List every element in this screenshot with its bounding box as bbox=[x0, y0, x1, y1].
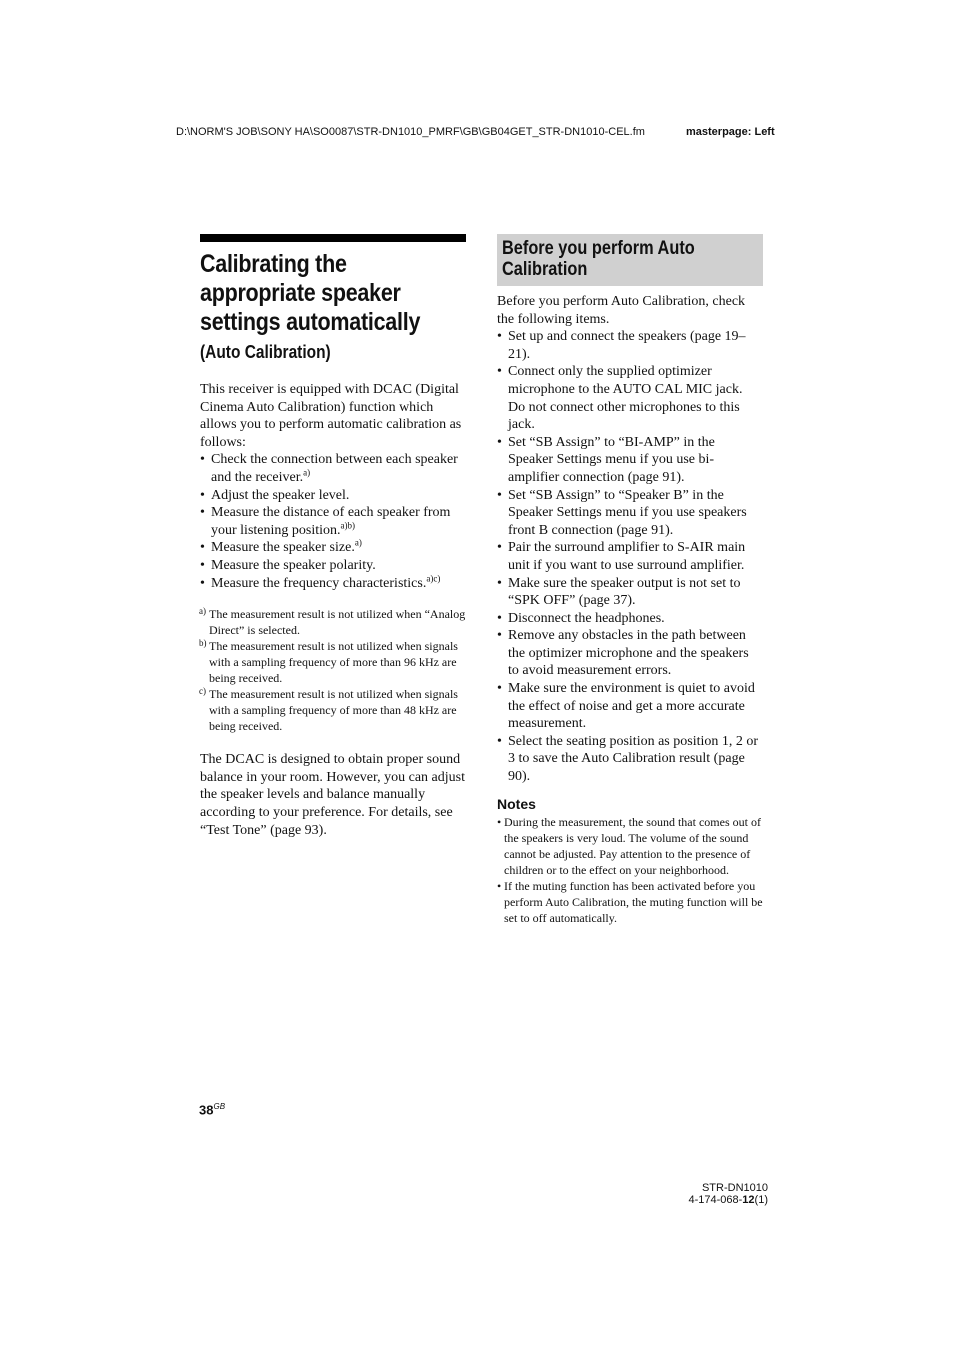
notes-heading: Notes bbox=[497, 795, 536, 812]
calibration-steps-list bbox=[200, 451, 466, 592]
list-item: • Measure the speaker polarity. bbox=[200, 557, 466, 575]
page-subtitle: (Auto Calibration) bbox=[200, 342, 331, 362]
list-item: • Select the seating position as position 1, 2 or 3 to save the Auto Calibration result (page 90). bbox=[497, 733, 763, 786]
list-item: • Make sure the speaker output is not set to “SPK OFF” (page 37). bbox=[497, 575, 763, 610]
list-item: • Set “SB Assign” to “Speaker B” in the Speaker Settings menu if you use speakers front B connection (page 91). bbox=[497, 487, 763, 540]
page-number: $38^{GB}$ bbox=[199, 1102, 226, 1118]
footnote: a) The measurement result is not utilized when “Analog Direct” is selected. bbox=[199, 606, 466, 638]
model-name: STR-DN1010 bbox=[701, 1182, 768, 1194]
list-item: • Measure the frequency characteristics.$^{a)c)}$ bbox=[200, 575, 466, 593]
checklist bbox=[497, 328, 763, 785]
left-column bbox=[200, 234, 466, 839]
list-item: • Pair the surround amplifier to S-AIR main unit if you want to use surround amplifier. bbox=[497, 539, 763, 574]
list-item: • Set up and connect the speakers (page 19–21). bbox=[497, 328, 763, 363]
part-code: 4-174-068-12(1) bbox=[688, 1194, 768, 1206]
footer-model-code bbox=[688, 1182, 768, 1206]
list-item: • Check the connection between each speaker and the receiver.$^{a)}$ bbox=[200, 451, 466, 486]
dcac-paragraph: The DCAC is designed to obtain proper sound balance in your room. However, you can adjust the speaker levels and balance manually according to your preference. For details, see “Test Tone” (page 93). bbox=[200, 752, 465, 838]
footnotes bbox=[200, 606, 466, 734]
list-item: • Connect only the supplied optimizer microphone to the AUTO CAL MIC jack. Do not connect other microphones to this jack. bbox=[497, 363, 763, 433]
section-title: Before you perform Auto Calibration bbox=[502, 238, 695, 280]
header-file-path: D:\NORM'S JOB\SONY HA\SO0087\STR-DN1010_PMRF\GB\GB04GET_STR-DN1010-CEL.fm bbox=[176, 126, 645, 138]
page-title: Calibrating the appropriate speaker settings automatically bbox=[200, 250, 421, 336]
list-item: • During the measurement, the sound that comes out of the speakers is very loud. The volume of the sound cannot be adjusted. Pay attention to the presence of children or to the effect on your neighborhood. bbox=[497, 814, 763, 878]
list-item: • Make sure the environment is quiet to avoid the effect of noise and get a more accurate measurement. bbox=[497, 680, 763, 733]
list-item: • Disconnect the headphones. bbox=[497, 610, 763, 628]
list-item: • If the muting function has been activated before you perform Auto Calibration, the muting function will be set to off automatically. bbox=[497, 878, 763, 926]
notes-list bbox=[497, 814, 763, 926]
title-rule bbox=[200, 234, 466, 242]
footnote: b) The measurement result is not utilized when signals with a sampling frequency of more than 96 kHz are being received. bbox=[199, 638, 458, 686]
list-item: • Set “SB Assign” to “BI-AMP” in the Speaker Settings menu if you use bi-amplifier connection (page 91). bbox=[497, 434, 763, 487]
right-column bbox=[497, 234, 763, 926]
list-item: • Measure the speaker size.$^{a)}$ bbox=[200, 539, 466, 557]
header-masterpage: masterpage: Left bbox=[686, 126, 775, 138]
footnote: c) The measurement result is not utilized when signals with a sampling frequency of more than 48 kHz are being received. bbox=[199, 686, 458, 734]
list-item: • Remove any obstacles in the path between the optimizer microphone and the speakers to avoid measurement errors. bbox=[497, 627, 763, 680]
checklist-intro: Before you perform Auto Calibration, check the following items. bbox=[497, 294, 746, 327]
intro-paragraph: This receiver is equipped with DCAC (Digital Cinema Auto Calibration) function which allows you to perform automatic calibration as follows: bbox=[200, 382, 462, 450]
list-item: • Measure the distance of each speaker from your listening position.$^{a)b)}$ bbox=[200, 504, 466, 539]
list-item: • Adjust the speaker level. bbox=[200, 487, 466, 505]
section-header-box bbox=[497, 234, 763, 286]
